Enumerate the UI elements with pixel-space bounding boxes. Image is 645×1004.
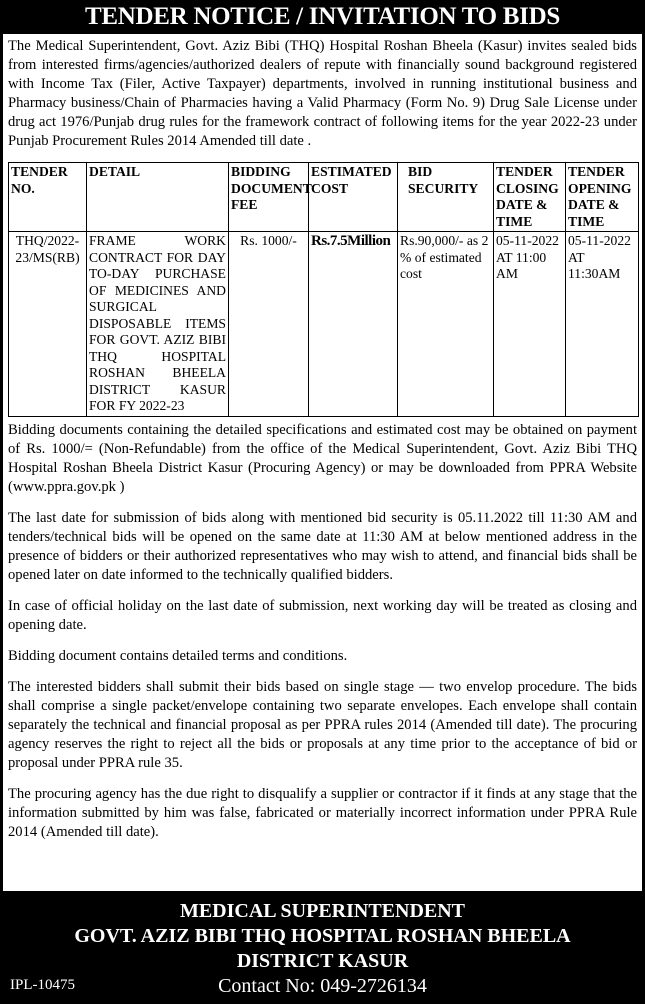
table-row	[9, 232, 639, 417]
paragraph-last-date: The last date for submission of bids along with mentioned bid security is 05.11.2022 till 11:30 AM and tenders/technical bids will be opened on the same date at 11:30 AM at below mentioned address in the presence of bidders or their authorized representatives who may wish to attend, and financial bids shall be opened later on date informed to the technically qualified bidders.	[8, 509, 637, 583]
footer-title: MEDICAL SUPERINTENDENT	[179, 900, 466, 922]
cell-detail: FRAME WORK CONTRACT FOR DAY TO-DAY PURCHASE OF MEDICINES AND SURGICAL DISPOSABLE ITEMS FOR GOVT. AZIZ BIBI THQ HOSPITAL ROSHAN BHEELA DISTRICT KASUR FOR FY 2022-23	[87, 232, 229, 417]
paragraph-procedure: The interested bidders shall submit their bids based on single stage — two envelop procedure. The bids shall comprise a single packet/envelope containing two separate envelopes. Each envelope shall contain separately the technical and financial proposal as per PPRA rules 2014 (Amended till date). The procuring agency reserves the right to reject all the bids or proposals at any time prior to the acceptance of bid or proposal under PPRA rule 35.	[8, 678, 637, 771]
header-opening: TENDER OPENING DATE & TIME	[566, 163, 639, 232]
paragraph-holiday: In case of official holiday on the last date of submission, next working day will be treated as closing and opening date.	[8, 597, 637, 633]
cell-tender-no: THQ/2022-23/MS(RB)	[9, 232, 87, 417]
cell-security: Rs.90,000/- as 2 % of estimated cost	[398, 232, 494, 417]
notice-title: TENDER NOTICE / INVITATION TO BIDS	[85, 3, 560, 30]
cell-opening: 05-11-2022 AT 11:30AM	[566, 232, 639, 417]
footer-district: DISTRICT KASUR	[236, 950, 409, 972]
header-cost: ESTIMATED COST	[309, 163, 398, 232]
header-detail: DETAIL	[87, 163, 229, 232]
cell-closing: 05-11-2022 AT 11:00 AM	[494, 232, 566, 417]
paragraph-terms: Bidding document contains detailed terms and conditions.	[8, 647, 348, 664]
notice-body	[3, 34, 642, 891]
cell-cost: Rs.7.5Million	[309, 232, 398, 417]
cell-fee: Rs. 1000/-	[229, 232, 309, 417]
table-header-row	[9, 163, 639, 232]
intro-paragraph: The Medical Superintendent, Govt. Aziz Bibi (THQ) Hospital Roshan Bheela (Kasur) invites sealed bids from interested firms/agencies/authorized dealers of repute with financially sound background registered with Income Tax (Filer, Active Taxpayer) departments, involved in running institutional business and Pharmacy business/Chain of Pharmacies having a Valid Pharmacy (Form No. 9) Drug Sale License under drug act 1976/Punjab drug rules for the framework contract of following items for the year 2022-23 under Punjab Procurement Rules 2014 Amended till date .	[8, 38, 637, 149]
footer-ref: IPL-10475	[10, 977, 75, 993]
footer-contact: Contact No: 049-2726134	[218, 975, 427, 997]
paragraph-documents: Bidding documents containing the detailed specifications and estimated cost may be obtained on payment of Rs. 1000/= (Non-Refundable) from the office of the Medical Superintendent, Govt. Aziz Bibi THQ Hospital Roshan Bheela District Kasur (Procuring Agency) or may be downloaded from PPRA Website (www.ppra.gov.pk )	[8, 421, 637, 495]
tender-table	[8, 162, 639, 417]
paragraph-disqualify: The procuring agency has the due right to disqualify a supplier or contractor if it finds at any stage that the information submitted by him was false, fabricated or materially incorrect information under PPRA Rule 2014 (Amended till date).	[8, 785, 637, 840]
header-closing: TENDER CLOSING DATE & TIME	[494, 163, 566, 232]
header-tender-no: TENDER NO.	[9, 163, 87, 232]
header-security: BID SECURITY	[398, 163, 494, 232]
footer	[0, 893, 645, 1004]
footer-hospital: GOVT. AZIZ BIBI THQ HOSPITAL ROSHAN BHEELA	[74, 925, 571, 947]
header-fee: BIDDING DOCUMENT FEE	[229, 163, 309, 232]
